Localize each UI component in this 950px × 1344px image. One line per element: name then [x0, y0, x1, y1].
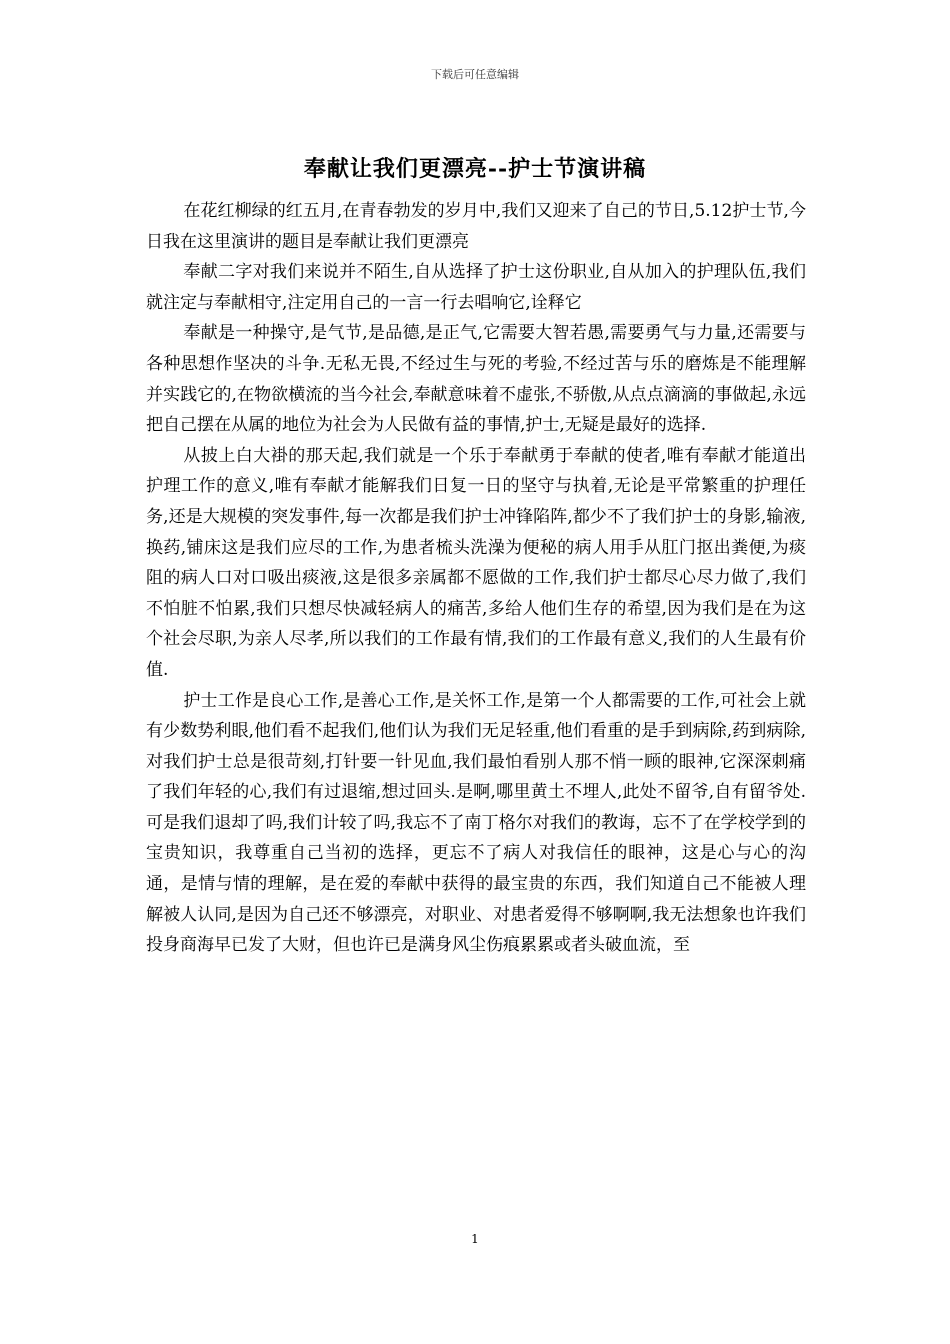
- document-body: [146, 196, 806, 961]
- paragraph: 奉献二字对我们来说并不陌生,自从选择了护士这份职业,自从加入的护理队伍,我们就注定与奉献相守,注定用自己的一言一行去唱响它,诠释它: [146, 262, 806, 313]
- page-number: 1: [471, 1232, 479, 1246]
- paragraph: 从披上白大褂的那天起,我们就是一个乐于奉献勇于奉献的使者,唯有奉献才能道出护理工作的意义,唯有奉献才能解我们日复一日的坚守与执着,无论是平常繁重的护理任务,还是大规模的突发事件,每一次都是我们护士冲锋陷阵,都少不了我们护士的身影,输液,换药,铺床这是我们应尽的工作,为患者梳头洗澡为便秘的病人用手从肛门抠出粪便,为痰阻的病人口对口吸出痰液,这是很多亲属都不愿做的工作,我们护士都尽心尽力做了,我们不怕脏不怕累,我们只想尽快减轻病人的痛苦,多给人他们生存的希望,因为我们是在为这个社会尽职,为亲人尽孝,所以我们的工作最有情,我们的工作最有意义,我们的人生最有价值.: [146, 445, 806, 680]
- document-title: 奉献让我们更漂亮--护士节演讲稿: [303, 156, 647, 182]
- page-header: 下载后可任意编辑: [431, 68, 519, 81]
- paragraph: 在花红柳绿的红五月,在青春勃发的岁月中,我们又迎来了自己的节日,5.12护士节,今日我在这里演讲的题目是奉献让我们更漂亮: [146, 201, 806, 252]
- paragraph: 奉献是一种操守,是气节,是品德,是正气,它需要大智若愚,需要勇气与力量,还需要与各种思想作坚决的斗争.无私无畏,不经过生与死的考验,不经过苦与乐的磨炼是不能理解并实践它的,在物欲横流的当今社会,奉献意味着不虚张,不骄傲,从点点滴滴的事做起,永远把自己摆在从属的地位为社会为人民做有益的事情,护士,无疑是最好的选择.: [146, 323, 806, 436]
- paragraph: 护士工作是良心工作,是善心工作,是关怀工作,是第一个人都需要的工作,可社会上就有少数势利眼,他们看不起我们,他们认为我们无足轻重,他们看重的是手到病除,药到病除,对我们护士总是很苛刻,打针要一针见血,我们最怕看别人那不悄一顾的眼神,它深深刺痛了我们年轻的心,我们有过退缩,想过回头.是啊,哪里黄土不埋人,此处不留爷,自有留爷处.可是我们退却了吗,我们计较了吗,我忘不了南丁格尔对我们的教诲，忘不了在学校学到的宝贵知识，我尊重自己当初的选择，更忘不了病人对我信任的眼神，这是心与心的沟通，是情与情的理解，是在爱的奉献中获得的最宝贵的东西，我们知道自己不能被人理解被人认同,是因为自己还不够漂亮，对职业、对患者爱得不够啊啊,我无法想象也许我们投身商海早已发了大财，但也许已是满身风尘伤痕累累或者头破血流，至: [146, 690, 806, 956]
